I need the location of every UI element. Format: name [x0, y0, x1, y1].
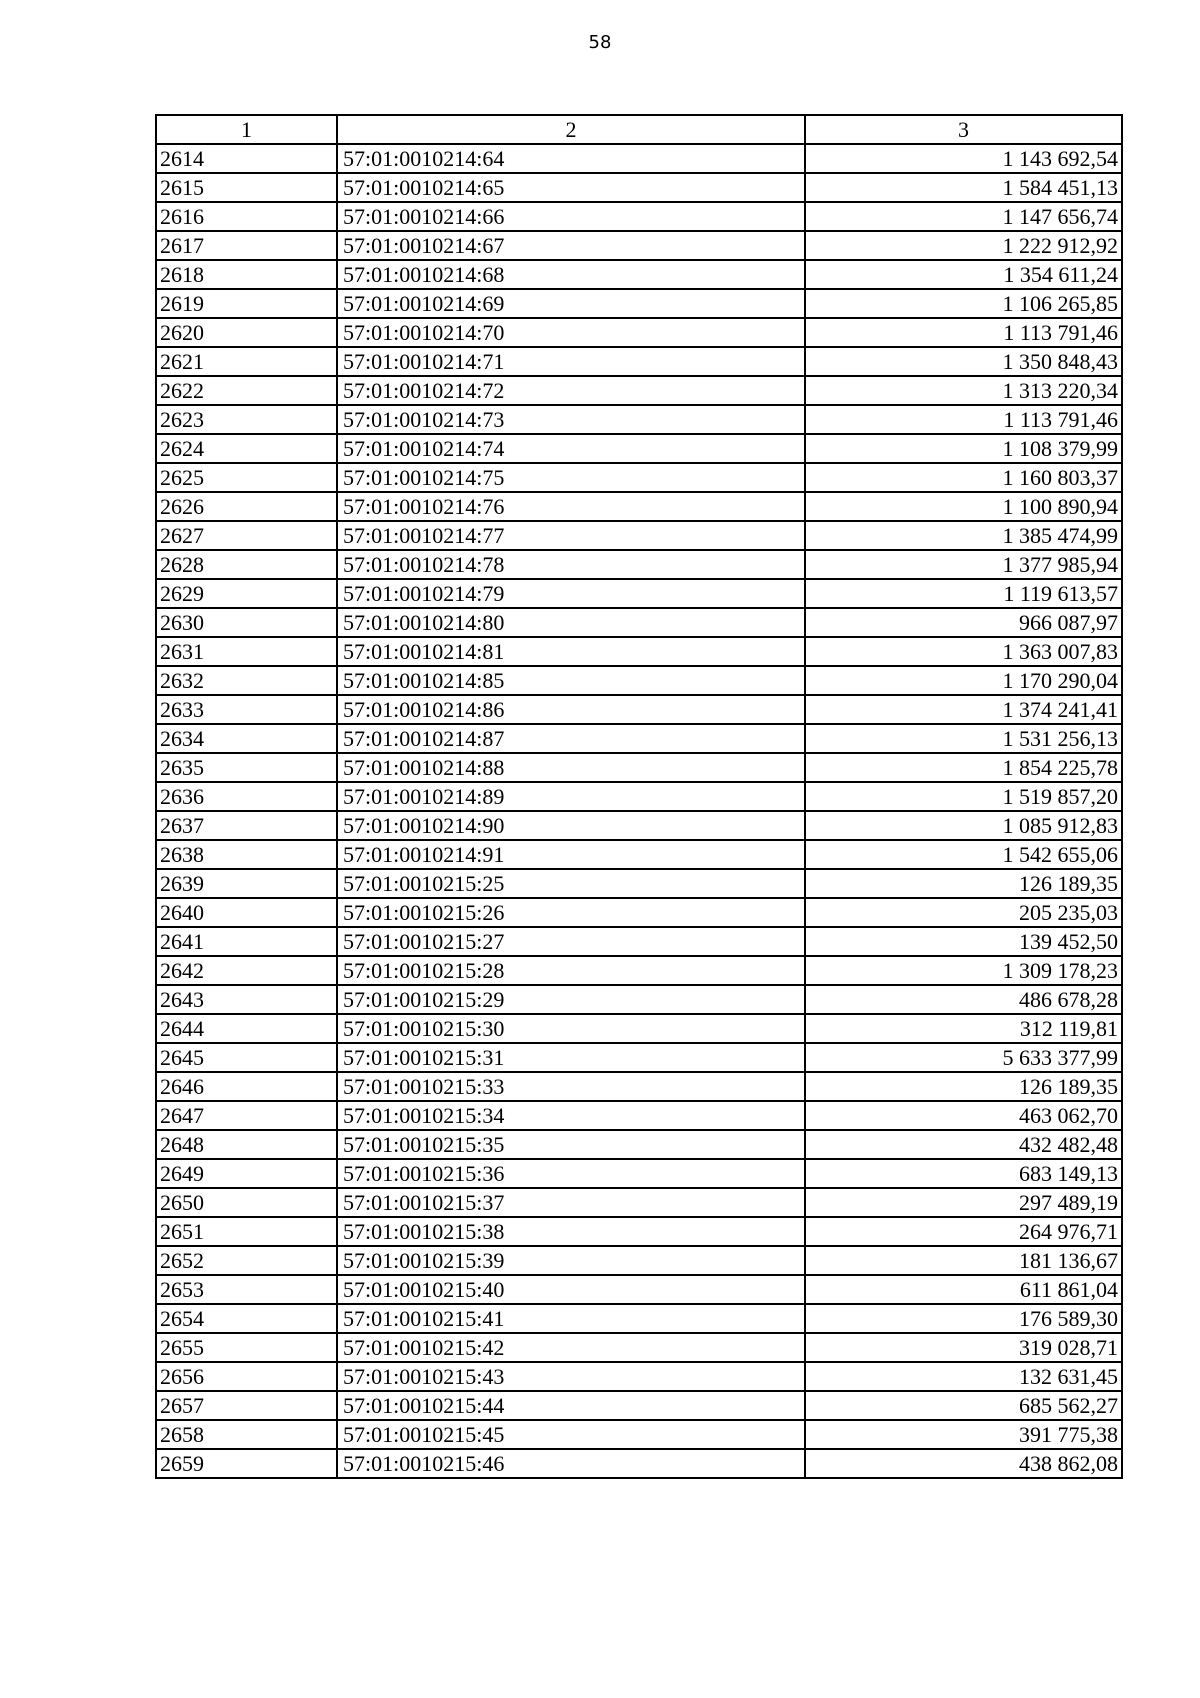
table-row [156, 550, 1122, 579]
cadastral-number-cell: 57:01:0010215:28 [337, 956, 805, 985]
cadastral-value-cell: 1 147 656,74 [805, 202, 1122, 231]
table-row [156, 840, 1122, 869]
cadastral-value-cell: 1 100 890,94 [805, 492, 1122, 521]
table-row [156, 1188, 1122, 1217]
cadastral-value-cell: 1 108 379,99 [805, 434, 1122, 463]
cadastral-value-cell: 312 119,81 [805, 1014, 1122, 1043]
row-number-cell: 2657 [156, 1391, 337, 1420]
row-number-cell: 2616 [156, 202, 337, 231]
cadastral-number-cell: 57:01:0010215:27 [337, 927, 805, 956]
row-number-cell: 2628 [156, 550, 337, 579]
cadastral-number-cell: 57:01:0010214:80 [337, 608, 805, 637]
table-row [156, 1130, 1122, 1159]
table-row [156, 695, 1122, 724]
cadastral-value-cell: 683 149,13 [805, 1159, 1122, 1188]
cadastral-value-cell: 297 489,19 [805, 1188, 1122, 1217]
cadastral-number-cell: 57:01:0010215:25 [337, 869, 805, 898]
table-row [156, 521, 1122, 550]
page-number: 58 [588, 32, 612, 53]
table-row [156, 1043, 1122, 1072]
row-number-cell: 2629 [156, 579, 337, 608]
cadastral-number-cell: 57:01:0010215:39 [337, 1246, 805, 1275]
row-number-cell: 2656 [156, 1362, 337, 1391]
cadastral-number-cell: 57:01:0010214:89 [337, 782, 805, 811]
cadastral-value-cell: 1 531 256,13 [805, 724, 1122, 753]
cadastral-number-cell: 57:01:0010214:64 [337, 144, 805, 173]
table-row [156, 463, 1122, 492]
cadastral-value-cell: 1 354 611,24 [805, 260, 1122, 289]
table-row [156, 898, 1122, 927]
cadastral-value-cell: 1 106 265,85 [805, 289, 1122, 318]
row-number-cell: 2622 [156, 376, 337, 405]
cadastral-value-cell: 966 087,97 [805, 608, 1122, 637]
cadastral-value-cell: 126 189,35 [805, 869, 1122, 898]
row-number-cell: 2620 [156, 318, 337, 347]
cadastral-value-cell: 1 085 912,83 [805, 811, 1122, 840]
row-number-cell: 2646 [156, 1072, 337, 1101]
cadastral-number-cell: 57:01:0010215:38 [337, 1217, 805, 1246]
cadastral-number-cell: 57:01:0010215:35 [337, 1130, 805, 1159]
cadastral-number-cell: 57:01:0010214:66 [337, 202, 805, 231]
table-row [156, 434, 1122, 463]
row-number-cell: 2621 [156, 347, 337, 376]
cadastral-value-cell: 5 633 377,99 [805, 1043, 1122, 1072]
table-row [156, 202, 1122, 231]
cadastral-value-cell: 1 374 241,41 [805, 695, 1122, 724]
row-number-cell: 2633 [156, 695, 337, 724]
row-number-cell: 2635 [156, 753, 337, 782]
cadastral-number-cell: 57:01:0010214:67 [337, 231, 805, 260]
row-number-cell: 2649 [156, 1159, 337, 1188]
table-row [156, 231, 1122, 260]
data-table [155, 114, 1123, 1479]
cadastral-number-cell: 57:01:0010214:87 [337, 724, 805, 753]
cadastral-value-cell: 319 028,71 [805, 1333, 1122, 1362]
table-row [156, 1420, 1122, 1449]
row-number-cell: 2637 [156, 811, 337, 840]
table-row [156, 289, 1122, 318]
table-row [156, 376, 1122, 405]
cadastral-number-cell: 57:01:0010214:74 [337, 434, 805, 463]
table-row [156, 1304, 1122, 1333]
cadastral-number-cell: 57:01:0010215:36 [337, 1159, 805, 1188]
cadastral-value-cell: 1 113 791,46 [805, 405, 1122, 434]
row-number-cell: 2623 [156, 405, 337, 434]
table-row [156, 608, 1122, 637]
cadastral-value-cell: 139 452,50 [805, 927, 1122, 956]
cadastral-value-cell: 685 562,27 [805, 1391, 1122, 1420]
cadastral-value-cell: 1 854 225,78 [805, 753, 1122, 782]
table-row [156, 666, 1122, 695]
table-row [156, 927, 1122, 956]
row-number-cell: 2638 [156, 840, 337, 869]
row-number-cell: 2615 [156, 173, 337, 202]
table-row [156, 985, 1122, 1014]
cadastral-number-cell: 57:01:0010215:33 [337, 1072, 805, 1101]
table-row [156, 260, 1122, 289]
table-row [156, 144, 1122, 173]
table-row [156, 956, 1122, 985]
table-row [156, 492, 1122, 521]
row-number-cell: 2651 [156, 1217, 337, 1246]
column-header-3: 3 [805, 115, 1122, 144]
cadastral-number-cell: 57:01:0010215:37 [337, 1188, 805, 1217]
table-row [156, 318, 1122, 347]
cadastral-number-cell: 57:01:0010214:65 [337, 173, 805, 202]
table-row [156, 1072, 1122, 1101]
cadastral-value-cell: 176 589,30 [805, 1304, 1122, 1333]
cadastral-number-cell: 57:01:0010214:71 [337, 347, 805, 376]
row-number-cell: 2640 [156, 898, 337, 927]
cadastral-number-cell: 57:01:0010214:85 [337, 666, 805, 695]
cadastral-number-cell: 57:01:0010214:75 [337, 463, 805, 492]
cadastral-number-cell: 57:01:0010214:76 [337, 492, 805, 521]
cadastral-value-cell: 1 363 007,83 [805, 637, 1122, 666]
cadastral-value-cell: 1 160 803,37 [805, 463, 1122, 492]
table-row [156, 1333, 1122, 1362]
cadastral-number-cell: 57:01:0010214:91 [337, 840, 805, 869]
cadastral-number-cell: 57:01:0010214:70 [337, 318, 805, 347]
column-header-1: 1 [156, 115, 337, 144]
row-number-cell: 2634 [156, 724, 337, 753]
row-number-cell: 2630 [156, 608, 337, 637]
cadastral-value-cell: 205 235,03 [805, 898, 1122, 927]
row-number-cell: 2643 [156, 985, 337, 1014]
table-body [156, 144, 1122, 1478]
cadastral-value-cell: 1 385 474,99 [805, 521, 1122, 550]
table-row [156, 724, 1122, 753]
cadastral-number-cell: 57:01:0010215:46 [337, 1449, 805, 1478]
cadastral-number-cell: 57:01:0010215:44 [337, 1391, 805, 1420]
cadastral-value-cell: 438 862,08 [805, 1449, 1122, 1478]
cadastral-number-cell: 57:01:0010215:30 [337, 1014, 805, 1043]
row-number-cell: 2642 [156, 956, 337, 985]
cadastral-number-cell: 57:01:0010215:42 [337, 1333, 805, 1362]
cadastral-number-cell: 57:01:0010214:86 [337, 695, 805, 724]
cadastral-number-cell: 57:01:0010215:29 [337, 985, 805, 1014]
cadastral-value-cell: 181 136,67 [805, 1246, 1122, 1275]
cadastral-number-cell: 57:01:0010214:81 [337, 637, 805, 666]
cadastral-number-cell: 57:01:0010215:26 [337, 898, 805, 927]
table-row [156, 1014, 1122, 1043]
table-row [156, 347, 1122, 376]
row-number-cell: 2655 [156, 1333, 337, 1362]
cadastral-value-cell: 391 775,38 [805, 1420, 1122, 1449]
table-row [156, 1362, 1122, 1391]
cadastral-value-cell: 264 976,71 [805, 1217, 1122, 1246]
cadastral-number-cell: 57:01:0010214:78 [337, 550, 805, 579]
row-number-cell: 2627 [156, 521, 337, 550]
row-number-cell: 2614 [156, 144, 337, 173]
row-number-cell: 2618 [156, 260, 337, 289]
cadastral-value-cell: 432 482,48 [805, 1130, 1122, 1159]
table-row [156, 1217, 1122, 1246]
table-row [156, 1159, 1122, 1188]
row-number-cell: 2619 [156, 289, 337, 318]
cadastral-value-cell: 463 062,70 [805, 1101, 1122, 1130]
cadastral-number-cell: 57:01:0010214:90 [337, 811, 805, 840]
table-row [156, 405, 1122, 434]
cadastral-number-cell: 57:01:0010215:45 [337, 1420, 805, 1449]
row-number-cell: 2626 [156, 492, 337, 521]
table-header-row [156, 115, 1122, 144]
cadastral-number-cell: 57:01:0010214:79 [337, 579, 805, 608]
table-row [156, 173, 1122, 202]
row-number-cell: 2617 [156, 231, 337, 260]
cadastral-value-cell: 1 222 912,92 [805, 231, 1122, 260]
cadastral-value-cell: 1 377 985,94 [805, 550, 1122, 579]
cadastral-value-cell: 1 350 848,43 [805, 347, 1122, 376]
table-row [156, 1391, 1122, 1420]
cadastral-value-cell: 1 309 178,23 [805, 956, 1122, 985]
row-number-cell: 2653 [156, 1275, 337, 1304]
row-number-cell: 2647 [156, 1101, 337, 1130]
cadastral-number-cell: 57:01:0010214:88 [337, 753, 805, 782]
table-row [156, 1101, 1122, 1130]
row-number-cell: 2631 [156, 637, 337, 666]
row-number-cell: 2652 [156, 1246, 337, 1275]
cadastral-number-cell: 57:01:0010215:43 [337, 1362, 805, 1391]
table-row [156, 579, 1122, 608]
row-number-cell: 2624 [156, 434, 337, 463]
cadastral-value-cell: 1 113 791,46 [805, 318, 1122, 347]
cadastral-value-cell: 1 313 220,34 [805, 376, 1122, 405]
cadastral-value-cell: 1 584 451,13 [805, 173, 1122, 202]
row-number-cell: 2658 [156, 1420, 337, 1449]
table-row [156, 1275, 1122, 1304]
row-number-cell: 2625 [156, 463, 337, 492]
row-number-cell: 2632 [156, 666, 337, 695]
cadastral-value-cell: 1 143 692,54 [805, 144, 1122, 173]
cadastral-number-cell: 57:01:0010214:73 [337, 405, 805, 434]
cadastral-value-cell: 1 170 290,04 [805, 666, 1122, 695]
cadastral-number-cell: 57:01:0010214:77 [337, 521, 805, 550]
row-number-cell: 2641 [156, 927, 337, 956]
cadastral-number-cell: 57:01:0010214:69 [337, 289, 805, 318]
cadastral-number-cell: 57:01:0010215:34 [337, 1101, 805, 1130]
row-number-cell: 2645 [156, 1043, 337, 1072]
cadastral-value-cell: 1 542 655,06 [805, 840, 1122, 869]
table-row [156, 869, 1122, 898]
cadastral-number-cell: 57:01:0010215:41 [337, 1304, 805, 1333]
row-number-cell: 2659 [156, 1449, 337, 1478]
cadastral-value-cell: 132 631,45 [805, 1362, 1122, 1391]
row-number-cell: 2636 [156, 782, 337, 811]
cadastral-value-cell: 126 189,35 [805, 1072, 1122, 1101]
cadastral-value-cell: 611 861,04 [805, 1275, 1122, 1304]
cadastral-number-cell: 57:01:0010214:68 [337, 260, 805, 289]
cadastral-value-cell: 1 119 613,57 [805, 579, 1122, 608]
row-number-cell: 2650 [156, 1188, 337, 1217]
cadastral-value-cell: 486 678,28 [805, 985, 1122, 1014]
cadastral-number-cell: 57:01:0010214:72 [337, 376, 805, 405]
table-row [156, 811, 1122, 840]
table-row [156, 753, 1122, 782]
row-number-cell: 2644 [156, 1014, 337, 1043]
table-row [156, 637, 1122, 666]
cadastral-value-cell: 1 519 857,20 [805, 782, 1122, 811]
table-row [156, 1449, 1122, 1478]
table-row [156, 1246, 1122, 1275]
cadastral-number-cell: 57:01:0010215:31 [337, 1043, 805, 1072]
row-number-cell: 2648 [156, 1130, 337, 1159]
table-row [156, 782, 1122, 811]
column-header-2: 2 [337, 115, 805, 144]
cadastral-number-cell: 57:01:0010215:40 [337, 1275, 805, 1304]
row-number-cell: 2654 [156, 1304, 337, 1333]
row-number-cell: 2639 [156, 869, 337, 898]
